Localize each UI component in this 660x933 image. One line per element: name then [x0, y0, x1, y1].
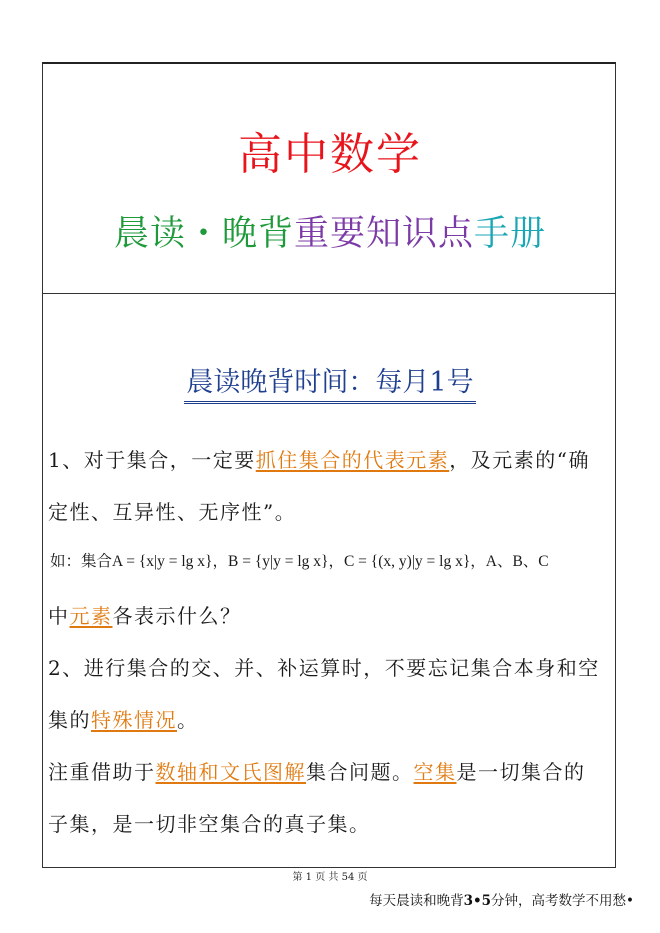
highlight: 数轴和文氏图解 [155, 760, 306, 784]
page-number: 第 1 页 共 54 页 [292, 872, 368, 883]
document-title: 高中数学 [238, 129, 422, 180]
highlight: 抓住集合的代表元素 [255, 448, 450, 472]
text: 定性、互异性、无序性”。 [48, 500, 297, 524]
highlight: 特殊情况 [91, 708, 177, 732]
subtitle-part2: 重要知识点 [293, 214, 474, 254]
text: 1、对于集合，一定要 [48, 448, 256, 472]
text: 是一切集合的 [456, 760, 586, 784]
paragraph-1-line-1 [48, 444, 590, 473]
text: 集的 [48, 708, 91, 732]
document-subtitle [0, 206, 660, 256]
highlight: 空集 [413, 760, 457, 784]
subtitle-part1: 晨读・晚背 [113, 214, 294, 254]
paragraph-3-line-1 [48, 652, 600, 681]
text: 。 [177, 708, 199, 732]
highlight: 元素 [69, 604, 113, 628]
text: 子集，是一切非空集合的真子集。 [48, 812, 371, 836]
text: 集合问题。 [306, 760, 414, 784]
paragraph-4-line-1 [48, 756, 586, 785]
text: 每天晨读和晚背 [369, 893, 464, 909]
text: 注重借助于 [48, 760, 156, 784]
paragraph-4-line-2 [48, 808, 371, 837]
paragraph-1-line-2 [48, 496, 296, 525]
text: 3•5 [463, 893, 492, 909]
text: 2、进行集合的交、并、补运算时，不要忘记集合本身和空 [48, 656, 600, 680]
schedule-heading [0, 360, 660, 404]
paragraph-2 [48, 600, 242, 629]
text: 各表示什么？ [112, 604, 242, 628]
schedule-heading-text: 晨读晚背时间：每月1号 [184, 360, 475, 404]
header-divider [42, 293, 616, 294]
text: 分钟，高考数学不用愁• [491, 893, 634, 909]
footer-slogan [369, 889, 634, 909]
text: ，及元素的“确 [449, 448, 590, 472]
text: 中 [48, 604, 70, 628]
set-example-formula: 如：集合A = {x|y = lg x}，B = {y|y = lg x}，C = {(x, y)|y = lg x}，A、B、C [50, 553, 549, 570]
subtitle-part3: 手册 [474, 214, 547, 254]
paragraph-3-line-2 [48, 704, 199, 733]
